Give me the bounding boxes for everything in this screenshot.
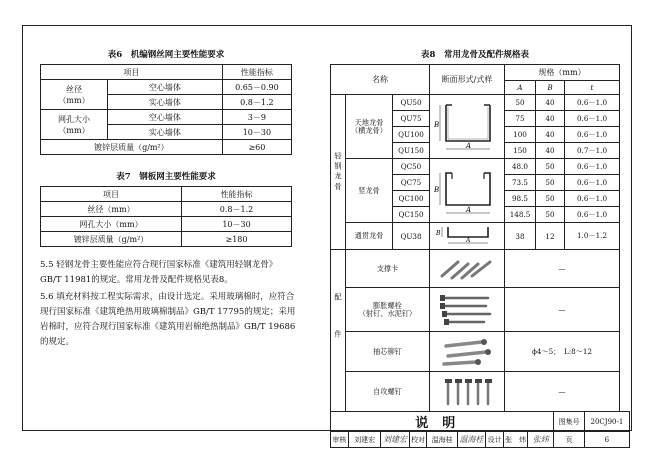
table8-col-a: A bbox=[505, 81, 536, 95]
designer-name: 张 炜 bbox=[504, 432, 528, 448]
table8-b: 40 bbox=[536, 143, 565, 159]
table8-vertical-keel: 竖龙骨 bbox=[346, 159, 393, 223]
table8-group-keel: 轻钢龙骨 bbox=[331, 95, 346, 250]
table6-sub: 空心墙体 bbox=[108, 110, 223, 125]
table8-b: 40 bbox=[536, 127, 565, 143]
table8-a: 150 bbox=[505, 143, 536, 159]
table8-code: QC150 bbox=[393, 207, 430, 223]
table8-b: 12 bbox=[536, 223, 565, 250]
through-keel-diagram bbox=[432, 223, 502, 247]
table8-code: QU50 bbox=[393, 95, 430, 111]
table6-sub: 实心墙体 bbox=[108, 125, 223, 140]
vertical-keel-section bbox=[430, 159, 505, 223]
page-label: 页 bbox=[554, 432, 584, 448]
support-clip-photo bbox=[430, 250, 505, 288]
table8-fitting-name: 自攻螺钉 bbox=[346, 372, 430, 412]
table6-title: 表6 机编钢丝网主要性能要求 bbox=[107, 50, 225, 60]
support-clip-icon bbox=[436, 254, 498, 284]
table7-title: 表7 钢板网主要性能要求 bbox=[116, 172, 216, 182]
table8-a: 50 bbox=[505, 95, 536, 111]
signature-1: 刘建宏 bbox=[383, 435, 407, 444]
table8-a: 148.5 bbox=[505, 207, 536, 223]
dim-b-label: B bbox=[434, 185, 440, 194]
table8-ceiling-keel: 天地龙骨 （横龙骨） bbox=[346, 95, 393, 159]
table8-fitting-spec: — bbox=[505, 288, 620, 332]
through-keel-section bbox=[430, 223, 505, 250]
table8-code: QU38 bbox=[393, 223, 430, 250]
reviewer-name: 刘建宏 bbox=[348, 432, 381, 448]
blind-rivet-photo bbox=[430, 332, 505, 372]
table6-group-mesh: 网孔大小 （mm） bbox=[41, 110, 108, 140]
table8-fitting-name: 抽芯铆钉 bbox=[346, 332, 430, 372]
table6-zinc-value: ≥60 bbox=[222, 140, 291, 155]
note-5-5: 5.5 轻钢龙骨主要性能应符合现行国家标准《建筑用轻钢龙骨》GB/T 11981的规定。常用龙骨及配件规格见表8。 bbox=[40, 260, 278, 285]
table8-t: 0.6－1.0 bbox=[565, 207, 620, 223]
table8-fitting-spec: — bbox=[505, 372, 620, 412]
table7-label: 镀锌层质量（g/m²） bbox=[41, 232, 182, 247]
table8-col-name: 名称 bbox=[331, 65, 430, 95]
table8-col-t: t bbox=[565, 81, 620, 95]
table8-col-section: 断面形式/式样 bbox=[430, 65, 505, 95]
review-label: 审核 bbox=[331, 432, 349, 448]
expansion-bolt-photo bbox=[430, 288, 505, 332]
atlas-number: 20CJ90-1 bbox=[584, 412, 629, 432]
table8-fitting-spec: ϕ4～5； L:8～12 bbox=[505, 332, 620, 372]
table8-code: QU100 bbox=[393, 127, 430, 143]
table8-t: 1.0－1.2 bbox=[565, 223, 620, 250]
table7-label: 丝径（mm） bbox=[41, 202, 182, 217]
dim-a-label: A bbox=[466, 141, 472, 150]
blind-rivet-icon bbox=[436, 336, 498, 368]
table8-a: 100 bbox=[505, 127, 536, 143]
vertical-keel-diagram bbox=[432, 161, 502, 219]
table7-value: 0.8－1.2 bbox=[182, 202, 292, 217]
table8-t: 0.6－1.0 bbox=[565, 111, 620, 127]
table6-group-wire: 丝径 （mm） bbox=[41, 80, 108, 110]
dim-b-label: B bbox=[436, 230, 441, 237]
table7-value: ≥180 bbox=[182, 232, 292, 247]
table7-col-item: 项目 bbox=[41, 187, 182, 202]
table8-b: 40 bbox=[536, 95, 565, 111]
table8-b: 50 bbox=[536, 159, 565, 175]
table8-fitting-name: 支撑卡 bbox=[346, 250, 430, 288]
checker-signature bbox=[457, 432, 485, 448]
reviewer-signature bbox=[381, 432, 409, 448]
self-tapping-screw-icon bbox=[436, 376, 498, 408]
table8-title: 表8 常用龙骨及配件规格表 bbox=[421, 50, 529, 60]
dim-b-label: B bbox=[434, 120, 440, 129]
table6-col-value: 性能指标 bbox=[222, 65, 291, 80]
ceiling-keel-diagram bbox=[432, 97, 502, 155]
table8-a: 73.5 bbox=[505, 175, 536, 191]
table8-b: 40 bbox=[536, 111, 565, 127]
table8-code: QU150 bbox=[393, 143, 430, 159]
table8-code: QC75 bbox=[393, 175, 430, 191]
table8-group-fittings: 配件 bbox=[331, 250, 346, 412]
table6-value: 10－30 bbox=[222, 125, 291, 140]
drawing-title: 说明 bbox=[331, 412, 554, 432]
table8-code: QC100 bbox=[393, 191, 430, 207]
table8-t: 0.7－1.0 bbox=[565, 143, 620, 159]
table8-t: 0.6－1.0 bbox=[565, 95, 620, 111]
signature-3: 张炜 bbox=[532, 435, 549, 444]
checker-name: 温海桂 bbox=[427, 432, 457, 448]
table8-a: 75 bbox=[505, 111, 536, 127]
dim-a-label: A bbox=[466, 205, 472, 214]
ceiling-keel-section bbox=[430, 95, 505, 159]
table8 bbox=[330, 64, 620, 412]
table8-code: QU75 bbox=[393, 111, 430, 127]
table6-value: 3－9 bbox=[222, 110, 291, 125]
table6-sub: 空心墙体 bbox=[108, 80, 223, 95]
note-5-6: 5.6 填充材料按工程实际需求，由设计选定。采用玻璃棉时，应符合现行国家标准《建筑绝热用玻璃棉制品》GB/T 17795的规定；采用岩棉时，应符合现行国家标准《建筑用岩棉绝热制品》GB/T 19686的规定。 bbox=[40, 292, 296, 347]
self-tapping-screw-photo bbox=[430, 372, 505, 412]
table6-col-item: 项目 bbox=[41, 65, 223, 80]
dim-a-label: A bbox=[466, 237, 471, 244]
table8-fitting-spec: — bbox=[505, 250, 620, 288]
table8-a: 38 bbox=[505, 223, 536, 250]
table8-through-keel: 通贯龙骨 bbox=[346, 223, 393, 250]
table8-b: 50 bbox=[536, 175, 565, 191]
table8-col-b: B bbox=[536, 81, 565, 95]
check-label: 校对 bbox=[409, 432, 427, 448]
table8-b: 50 bbox=[536, 191, 565, 207]
table6-zinc-label: 镀锌层质量（g/m²） bbox=[41, 140, 223, 155]
table7 bbox=[40, 186, 292, 247]
page-number: 6 bbox=[584, 432, 629, 448]
atlas-label: 图集号 bbox=[554, 412, 584, 432]
signature-2: 温海桂 bbox=[459, 435, 484, 444]
table7-value: 10－30 bbox=[182, 217, 292, 232]
expansion-bolt-icon bbox=[436, 292, 498, 328]
table7-col-value: 性能指标 bbox=[182, 187, 292, 202]
title-block bbox=[330, 411, 630, 448]
table8-a: 98.5 bbox=[505, 191, 536, 207]
table8-t: 0.6－1.0 bbox=[565, 127, 620, 143]
table6-value: 0.8－1.2 bbox=[222, 95, 291, 110]
table8-a: 48.0 bbox=[505, 159, 536, 175]
table7-label: 网孔大小（mm） bbox=[41, 217, 182, 232]
designer-signature bbox=[528, 432, 554, 448]
table8-t: 0.6－1.0 bbox=[565, 191, 620, 207]
table6-value: 0.65－0.90 bbox=[222, 80, 291, 95]
design-label: 设计 bbox=[486, 432, 504, 448]
table8-t: 0.6－1.0 bbox=[565, 159, 620, 175]
table6-sub: 实心墙体 bbox=[108, 95, 223, 110]
table8-b: 50 bbox=[536, 207, 565, 223]
table8-col-spec: 规格（mm） bbox=[505, 65, 620, 81]
table8-code: QC50 bbox=[393, 159, 430, 175]
table8-t: 0.6－1.0 bbox=[565, 175, 620, 191]
table8-fitting-name: 膨胀螺栓 （射钉、水泥钉） bbox=[346, 288, 430, 332]
table6 bbox=[40, 64, 292, 155]
